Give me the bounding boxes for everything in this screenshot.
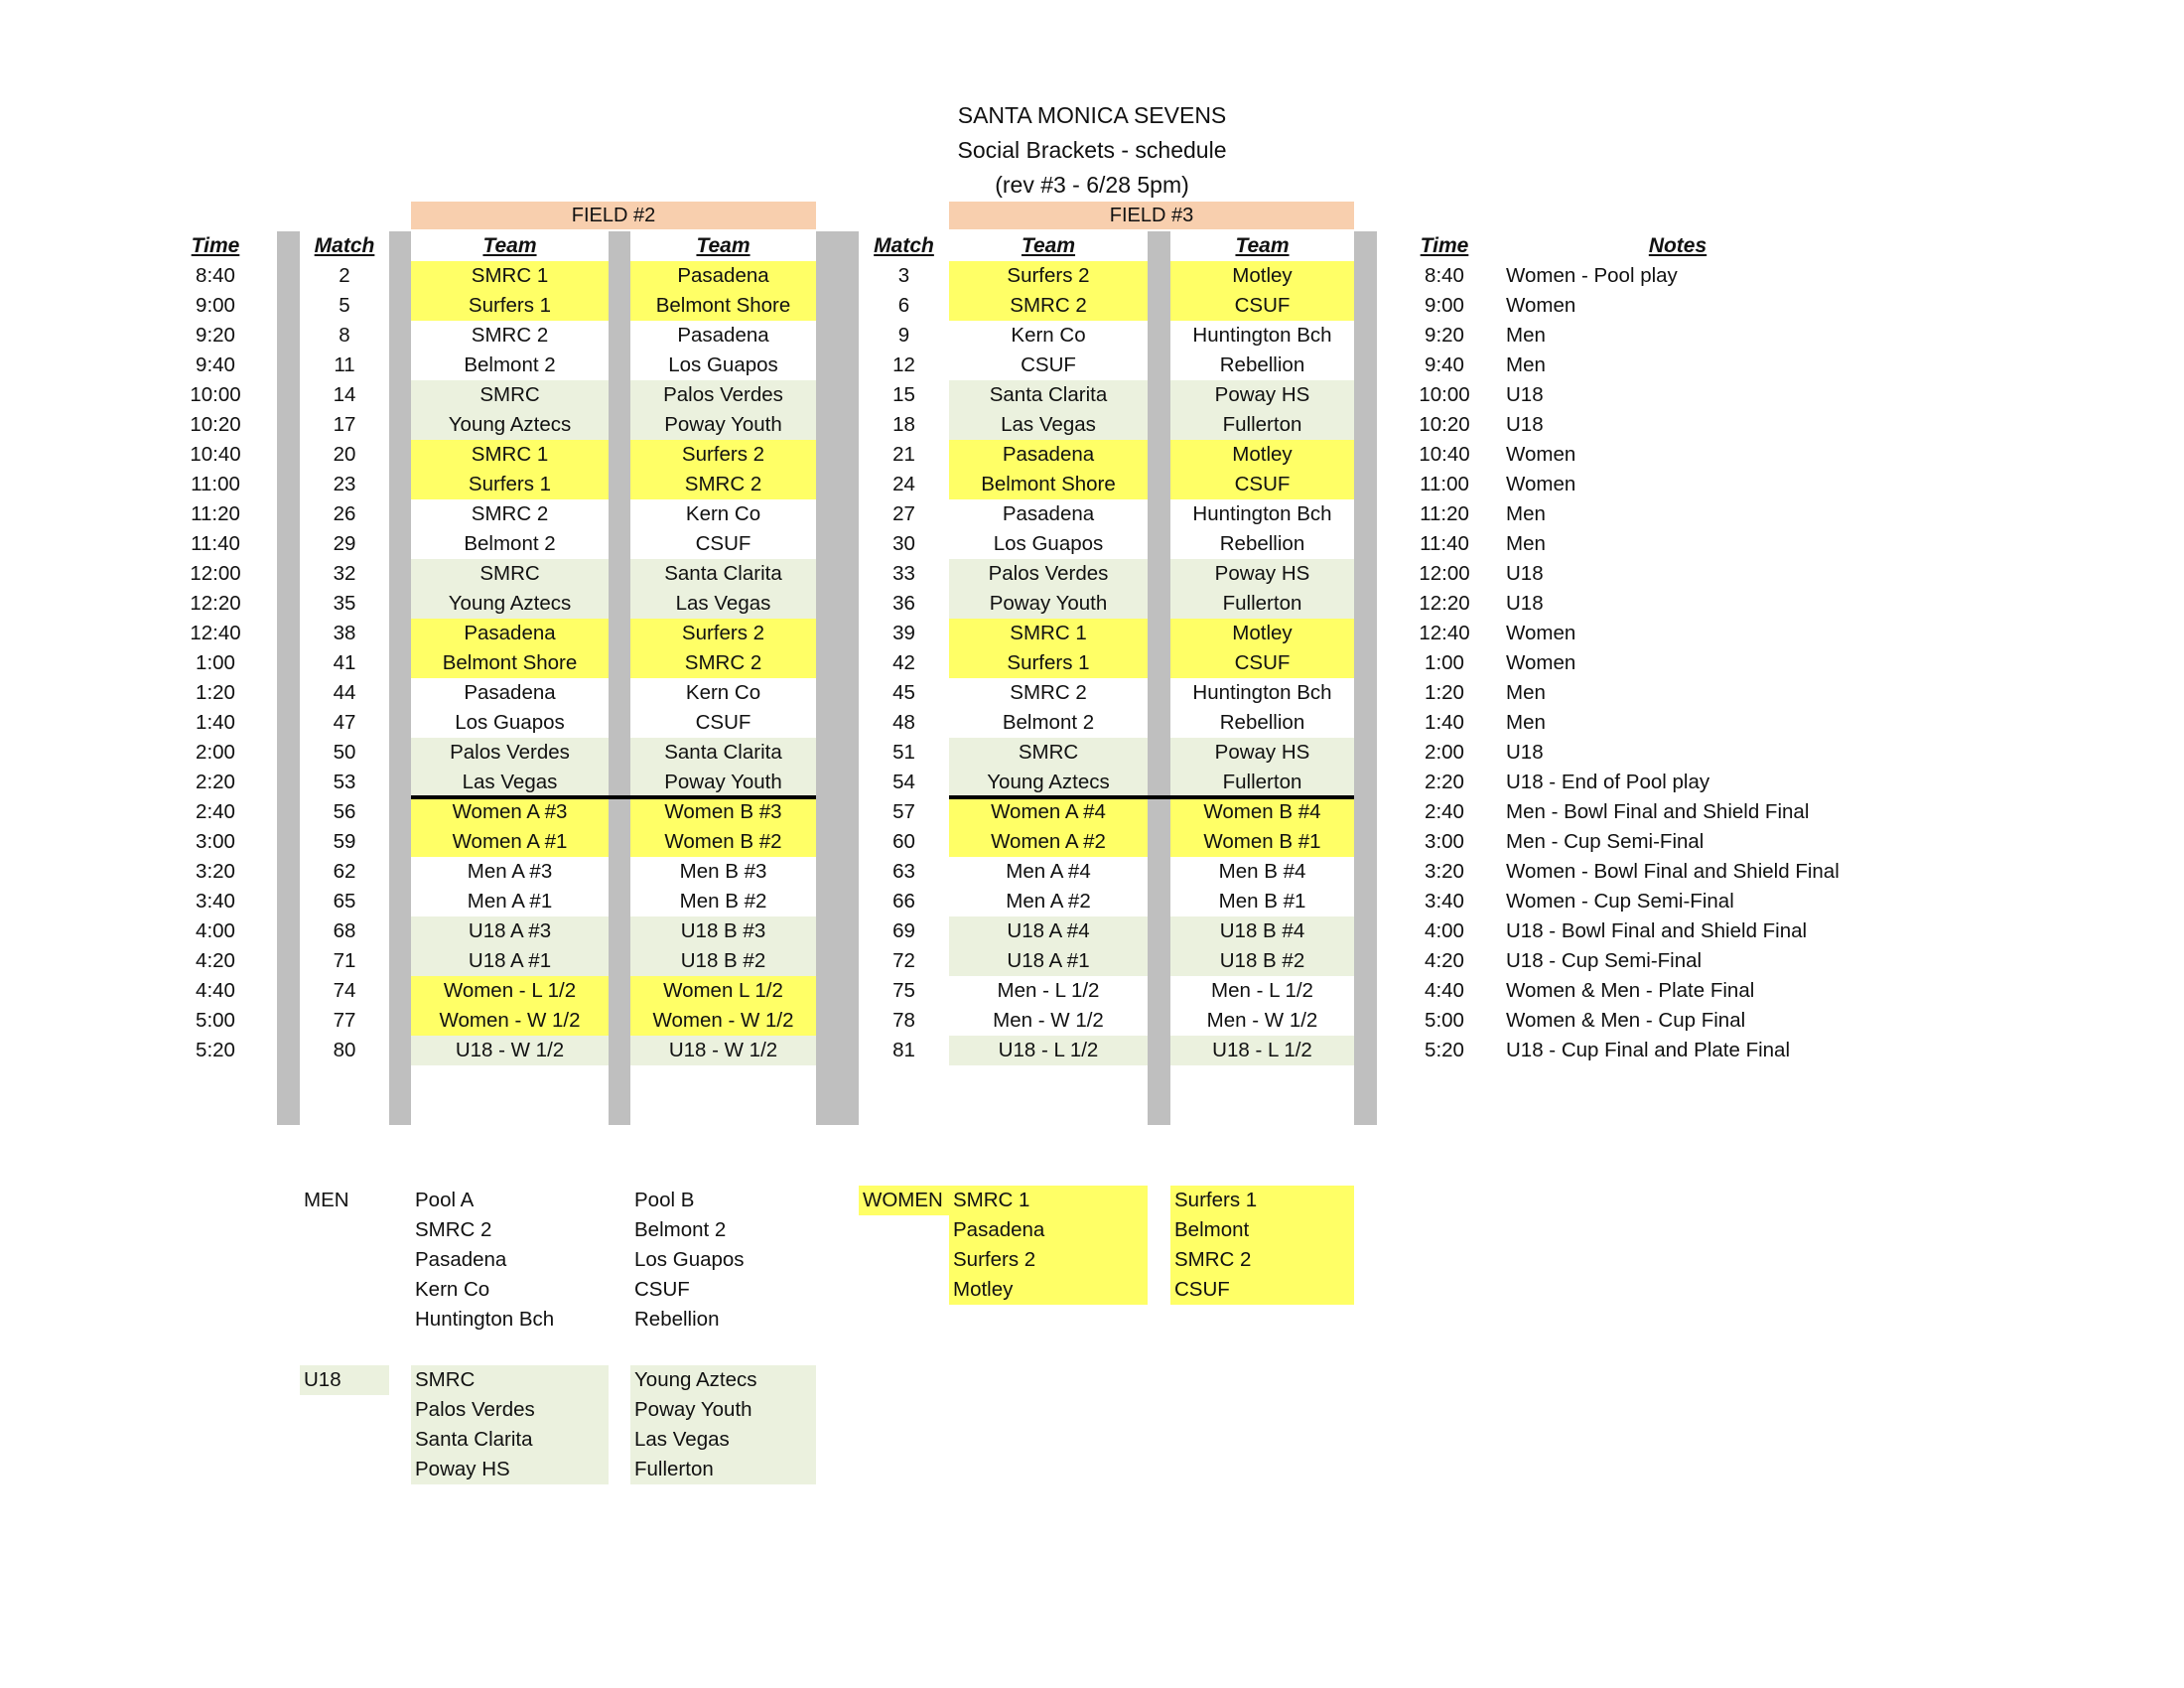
match-number-field2: 71 [333, 949, 356, 972]
team-field2-a: Surfers 1 [411, 470, 609, 499]
team-field2-a: Belmont 2 [464, 353, 556, 376]
team-field2-b: SMRC 2 [630, 470, 816, 499]
team-field2-a: Belmont Shore [411, 648, 609, 678]
team-field2-b: U18 B #3 [630, 916, 816, 946]
team-field3-b: U18 B #2 [1170, 946, 1354, 976]
time-cell: 2:20 [196, 771, 235, 793]
match-number-field3: 33 [892, 562, 915, 585]
match-number-field2: 11 [334, 353, 355, 376]
time-cell: 10:40 [190, 443, 241, 466]
team-field3-b: Men - L 1/2 [1211, 979, 1313, 1002]
time-cell-right: 11:40 [1420, 532, 1469, 555]
men-pool-b-team: Belmont 2 [634, 1218, 727, 1241]
team-field2-b: Kern Co [685, 681, 761, 704]
header-team-field3-b: Team [1235, 234, 1290, 257]
time-cell: 5:00 [196, 1009, 235, 1032]
team-field2-b: Surfers 2 [630, 440, 816, 470]
time-cell: 11:20 [191, 502, 240, 525]
header-notes: Notes [1648, 234, 1707, 257]
team-field3-a: SMRC 2 [1010, 681, 1087, 704]
team-field3-a: SMRC 1 [949, 619, 1148, 648]
time-cell: 9:40 [196, 353, 235, 376]
header-team-field3-a: Team [1021, 234, 1076, 257]
match-number-field3: 18 [892, 413, 915, 436]
team-field2-a: Pasadena [464, 681, 556, 704]
team-field3-b: Poway HS [1170, 380, 1354, 410]
match-number-field3: 66 [892, 890, 915, 913]
time-cell-right: 10:00 [1419, 383, 1470, 406]
team-field2-a: SMRC 2 [471, 502, 549, 525]
time-cell: 3:00 [196, 830, 235, 853]
u18-pool-a-team: Poway HS [411, 1455, 609, 1484]
time-cell-right: 12:40 [1419, 622, 1470, 644]
match-number-field3: 51 [892, 741, 915, 764]
team-field2-a: SMRC 2 [471, 324, 549, 347]
match-number-field2: 38 [333, 622, 356, 644]
time-cell-right: 8:40 [1425, 264, 1464, 287]
note-cell: Men [1506, 502, 1546, 525]
team-field2-a: Surfers 1 [411, 291, 609, 321]
match-number-field3: 78 [892, 1009, 915, 1032]
note-cell: Women - Cup Semi-Final [1506, 890, 1734, 913]
team-field3-b: Rebellion [1219, 711, 1305, 734]
team-field3-a: Women A #4 [949, 797, 1148, 827]
team-field2-b: Poway Youth [630, 410, 816, 440]
team-field2-b: CSUF [695, 711, 751, 734]
team-field2-b: Los Guapos [668, 353, 778, 376]
team-field2-a: Las Vegas [411, 768, 609, 797]
women-pool-a-team: Pasadena [949, 1215, 1148, 1245]
match-number-field3: 63 [892, 860, 915, 883]
header-team-field2-b: Team [696, 234, 751, 257]
match-number-field3: 15 [892, 383, 915, 406]
women-pool-a-team: Surfers 2 [949, 1245, 1148, 1275]
time-cell-right: 4:00 [1425, 919, 1464, 942]
time-cell-right: 10:20 [1419, 413, 1470, 436]
gray-separator [816, 231, 859, 1125]
time-cell-right: 12:20 [1419, 592, 1470, 615]
team-field3-a: SMRC 2 [949, 291, 1148, 321]
team-field3-b: Rebellion [1219, 353, 1305, 376]
header-team-field2-a: Team [482, 234, 537, 257]
time-cell-right: 10:40 [1419, 443, 1470, 466]
women-pool-b-team: SMRC 2 [1170, 1245, 1354, 1275]
match-number-field2: 23 [333, 473, 356, 495]
match-number-field3: 60 [892, 830, 915, 853]
match-number-field2: 44 [333, 681, 356, 704]
team-field3-b: Fullerton [1170, 410, 1354, 440]
men-pool-label: MEN [304, 1189, 349, 1211]
time-cell: 3:40 [196, 890, 235, 913]
team-field3-b: Fullerton [1170, 589, 1354, 619]
time-cell: 2:40 [196, 800, 235, 823]
time-cell-right: 3:20 [1425, 860, 1464, 883]
team-field3-a: Pasadena [1002, 502, 1095, 525]
team-field3-a: Women A #2 [949, 827, 1148, 857]
team-field3-a: Los Guapos [993, 532, 1104, 555]
u18-pool-label: U18 [300, 1365, 389, 1395]
team-field2-a: Women - L 1/2 [411, 976, 609, 1006]
time-cell-right: 4:40 [1425, 979, 1464, 1002]
time-cell: 12:00 [190, 562, 241, 585]
time-cell-right: 1:00 [1425, 651, 1464, 674]
match-number-field2: 68 [333, 919, 356, 942]
team-field3-b: Huntington Bch [1192, 502, 1332, 525]
women-pool-b-team: Belmont [1170, 1215, 1354, 1245]
time-cell-right: 3:00 [1425, 830, 1464, 853]
team-field3-b: CSUF [1170, 648, 1354, 678]
time-cell: 5:20 [196, 1039, 235, 1061]
team-field2-a: Belmont 2 [464, 532, 556, 555]
team-field3-b: Motley [1170, 619, 1354, 648]
u18-pool-b-team: Las Vegas [630, 1425, 816, 1455]
team-field2-a: SMRC [411, 559, 609, 589]
match-number-field3: 48 [892, 711, 915, 734]
time-cell-right: 9:40 [1425, 353, 1464, 376]
team-field2-a: Women A #1 [411, 827, 609, 857]
match-number-field2: 26 [333, 502, 356, 525]
team-field2-b: Women B #3 [630, 797, 816, 827]
note-cell: U18 - Cup Semi-Final [1506, 949, 1703, 972]
team-field3-a: SMRC [949, 738, 1148, 768]
match-number-field3: 6 [897, 294, 910, 317]
time-cell: 4:20 [196, 949, 235, 972]
time-cell: 4:00 [196, 919, 235, 942]
header-time-left: Time [191, 234, 240, 257]
revision-note: (rev #3 - 6/28 5pm) [995, 172, 1189, 198]
team-field3-b: U18 - L 1/2 [1170, 1036, 1354, 1065]
time-cell: 1:40 [196, 711, 235, 734]
note-cell: Women - Bowl Final and Shield Final [1506, 860, 1840, 883]
match-number-field2: 47 [333, 711, 356, 734]
team-field3-a: U18 A #4 [949, 916, 1148, 946]
team-field2-b: Santa Clarita [630, 738, 816, 768]
team-field3-a: Men - L 1/2 [997, 979, 1100, 1002]
time-cell-right: 11:20 [1420, 502, 1469, 525]
note-cell: Women [1506, 651, 1576, 674]
team-field3-b: Rebellion [1219, 532, 1305, 555]
team-field3-b: Huntington Bch [1192, 324, 1332, 347]
header-time-right: Time [1420, 234, 1469, 257]
note-cell: U18 [1506, 413, 1544, 436]
note-cell: U18 - Bowl Final and Shield Final [1506, 919, 1808, 942]
time-cell-right: 1:20 [1425, 681, 1464, 704]
note-cell: U18 [1506, 383, 1544, 406]
note-cell: Women [1506, 473, 1576, 495]
men-pool-b-team: CSUF [634, 1278, 690, 1301]
match-number-field3: 9 [897, 324, 910, 347]
team-field2-a: U18 - W 1/2 [411, 1036, 609, 1065]
team-field2-a: SMRC [411, 380, 609, 410]
gray-separator [389, 231, 411, 1125]
team-field3-a: Poway Youth [949, 589, 1148, 619]
match-number-field3: 69 [892, 919, 915, 942]
team-field2-a: Young Aztecs [411, 589, 609, 619]
note-cell: Men [1506, 681, 1546, 704]
men-pool-a-team: Kern Co [415, 1278, 490, 1301]
match-number-field3: 39 [892, 622, 915, 644]
men-pool-b-title: Pool B [634, 1189, 695, 1211]
team-field2-b: Men B #3 [679, 860, 767, 883]
match-number-field2: 77 [333, 1009, 356, 1032]
time-cell-right: 12:00 [1419, 562, 1470, 585]
note-cell: Men - Bowl Final and Shield Final [1506, 800, 1810, 823]
men-pool-b-team: Rebellion [634, 1308, 720, 1331]
team-field2-a: SMRC 1 [411, 261, 609, 291]
field-3-header: FIELD #3 [949, 202, 1354, 229]
document-title: SANTA MONICA SEVENS [957, 102, 1227, 128]
team-field2-a: SMRC 1 [411, 440, 609, 470]
team-field2-a: Palos Verdes [411, 738, 609, 768]
time-cell: 8:40 [196, 264, 235, 287]
team-field2-b: Women - W 1/2 [630, 1006, 816, 1036]
time-cell: 12:40 [190, 622, 241, 644]
time-cell: 12:20 [190, 592, 241, 615]
team-field2-a: Young Aztecs [411, 410, 609, 440]
team-field3-a: CSUF [1021, 353, 1076, 376]
match-number-field3: 75 [892, 979, 915, 1002]
team-field2-b: Men B #2 [679, 890, 767, 913]
note-cell: U18 - End of Pool play [1506, 771, 1710, 793]
team-field2-a: Men A #1 [467, 890, 553, 913]
men-pool-a-team: SMRC 2 [415, 1218, 492, 1241]
match-number-field2: 53 [333, 771, 356, 793]
match-number-field2: 17 [333, 413, 356, 436]
team-field3-a: Men A #2 [1006, 890, 1091, 913]
men-pool-a-team: Pasadena [415, 1248, 507, 1271]
match-number-field2: 5 [339, 294, 350, 317]
team-field2-b: U18 - W 1/2 [630, 1036, 816, 1065]
time-cell: 4:40 [196, 979, 235, 1002]
men-pool-b-team: Los Guapos [634, 1248, 745, 1271]
note-cell: U18 [1506, 562, 1544, 585]
team-field3-b: Motley [1170, 261, 1354, 291]
team-field2-b: Surfers 2 [630, 619, 816, 648]
note-cell: U18 - Cup Final and Plate Final [1506, 1039, 1791, 1061]
women-pool-label: WOMEN [859, 1186, 949, 1215]
time-cell: 11:00 [191, 473, 240, 495]
men-pool-a-title: Pool A [415, 1189, 475, 1211]
team-field3-a: U18 A #1 [949, 946, 1148, 976]
note-cell: Women - Pool play [1506, 264, 1678, 287]
note-cell: Men [1506, 532, 1546, 555]
team-field2-b: SMRC 2 [630, 648, 816, 678]
team-field3-a: Surfers 2 [949, 261, 1148, 291]
team-field3-b: Poway HS [1170, 559, 1354, 589]
match-number-field3: 27 [892, 502, 915, 525]
team-field3-b: Motley [1170, 440, 1354, 470]
team-field2-b: U18 B #2 [630, 946, 816, 976]
match-number-field3: 12 [892, 353, 915, 376]
team-field3-a: Belmont 2 [1002, 711, 1095, 734]
team-field3-a: Men A #4 [1006, 860, 1091, 883]
team-field3-b: Poway HS [1170, 738, 1354, 768]
team-field3-b: Fullerton [1170, 768, 1354, 797]
team-field3-a: Young Aztecs [949, 768, 1148, 797]
header-match-field2: Match [314, 234, 375, 257]
team-field2-a: U18 A #3 [411, 916, 609, 946]
team-field3-b: U18 B #4 [1170, 916, 1354, 946]
note-cell: U18 [1506, 741, 1544, 764]
u18-pool-a-team: Santa Clarita [411, 1425, 609, 1455]
women-pool-a-team: Motley [949, 1275, 1148, 1305]
team-field2-a: Women A #3 [411, 797, 609, 827]
team-field2-b: Kern Co [685, 502, 761, 525]
time-cell: 10:00 [190, 383, 241, 406]
team-field3-b: CSUF [1170, 470, 1354, 499]
note-cell: Women & Men - Plate Final [1506, 979, 1755, 1002]
team-field3-a: Palos Verdes [949, 559, 1148, 589]
time-cell-right: 1:40 [1425, 711, 1464, 734]
time-cell-right: 11:00 [1420, 473, 1469, 495]
team-field2-a: Men A #3 [467, 860, 553, 883]
team-field2-b: Women B #2 [630, 827, 816, 857]
match-number-field2: 74 [333, 979, 356, 1002]
match-number-field2: 35 [333, 592, 356, 615]
match-number-field3: 72 [892, 949, 915, 972]
match-number-field2: 14 [333, 383, 356, 406]
time-cell-right: 2:20 [1425, 771, 1464, 793]
match-number-field2: 80 [333, 1039, 356, 1061]
match-number-field2: 59 [333, 830, 356, 853]
match-number-field2: 29 [333, 532, 356, 555]
pool-play-end-divider [411, 795, 816, 799]
match-number-field3: 3 [897, 264, 910, 287]
team-field2-a: Los Guapos [455, 711, 565, 734]
team-field3-b: Men - W 1/2 [1206, 1009, 1318, 1032]
team-field2-a: Women - W 1/2 [411, 1006, 609, 1036]
team-field3-b: Women B #4 [1170, 797, 1354, 827]
match-number-field2: 50 [333, 741, 356, 764]
time-cell: 10:20 [190, 413, 241, 436]
u18-pool-b-team: Poway Youth [630, 1395, 816, 1425]
time-cell: 3:20 [196, 860, 235, 883]
gray-separator [277, 231, 300, 1125]
team-field3-a: Men - W 1/2 [993, 1009, 1104, 1032]
team-field3-a: Santa Clarita [949, 380, 1148, 410]
time-cell-right: 9:20 [1425, 324, 1464, 347]
team-field3-a: Kern Co [1011, 324, 1086, 347]
team-field3-a: Surfers 1 [949, 648, 1148, 678]
match-number-field3: 81 [892, 1039, 915, 1061]
team-field2-b: CSUF [695, 532, 751, 555]
team-field2-b: Las Vegas [630, 589, 816, 619]
u18-pool-b-team: Fullerton [630, 1455, 816, 1484]
match-number-field2: 41 [333, 651, 356, 674]
note-cell: Men - Cup Semi-Final [1506, 830, 1705, 853]
match-number-field2: 65 [333, 890, 356, 913]
team-field3-a: Belmont Shore [949, 470, 1148, 499]
pool-play-end-divider [949, 795, 1354, 799]
time-cell: 11:40 [191, 532, 240, 555]
match-number-field3: 54 [892, 771, 915, 793]
note-cell: Men [1506, 711, 1546, 734]
match-number-field3: 57 [892, 800, 915, 823]
team-field2-b: Women L 1/2 [630, 976, 816, 1006]
match-number-field3: 30 [892, 532, 915, 555]
note-cell: Women [1506, 443, 1576, 466]
time-cell-right: 4:20 [1425, 949, 1464, 972]
time-cell: 1:20 [196, 681, 235, 704]
team-field2-b: Palos Verdes [630, 380, 816, 410]
match-number-field2: 62 [333, 860, 356, 883]
team-field3-a: Las Vegas [949, 410, 1148, 440]
time-cell: 9:20 [196, 324, 235, 347]
team-field3-b: Women B #1 [1170, 827, 1354, 857]
match-number-field3: 36 [892, 592, 915, 615]
women-pool-a-team: SMRC 1 [949, 1186, 1148, 1215]
note-cell: U18 [1506, 592, 1544, 615]
team-field3-b: Huntington Bch [1192, 681, 1332, 704]
match-number-field3: 45 [892, 681, 915, 704]
field-2-header: FIELD #2 [411, 202, 816, 229]
time-cell-right: 3:40 [1425, 890, 1464, 913]
team-field2-b: Pasadena [630, 261, 816, 291]
team-field2-b: Belmont Shore [630, 291, 816, 321]
women-pool-b-team: CSUF [1170, 1275, 1354, 1305]
team-field2-b: Santa Clarita [630, 559, 816, 589]
match-number-field2: 2 [339, 264, 350, 287]
gray-separator [1354, 231, 1377, 1125]
team-field2-a: Pasadena [411, 619, 609, 648]
team-field3-a: U18 - L 1/2 [949, 1036, 1148, 1065]
team-field3-b: Men B #4 [1218, 860, 1306, 883]
time-cell: 9:00 [196, 294, 235, 317]
time-cell-right: 5:00 [1425, 1009, 1464, 1032]
document-subtitle: Social Brackets - schedule [957, 137, 1227, 163]
team-field2-b: Poway Youth [630, 768, 816, 797]
gray-separator [1148, 231, 1170, 1125]
match-number-field3: 21 [892, 443, 915, 466]
time-cell-right: 2:00 [1425, 741, 1464, 764]
match-number-field2: 56 [333, 800, 356, 823]
match-number-field2: 8 [339, 324, 350, 347]
match-number-field3: 24 [892, 473, 915, 495]
u18-pool-b-team: Young Aztecs [630, 1365, 816, 1395]
gray-separator [609, 231, 630, 1125]
u18-pool-a-team: Palos Verdes [411, 1395, 609, 1425]
note-cell: Men [1506, 324, 1546, 347]
team-field3-b: CSUF [1170, 291, 1354, 321]
match-number-field2: 20 [333, 443, 356, 466]
time-cell-right: 9:00 [1425, 294, 1464, 317]
team-field3-b: Men B #1 [1218, 890, 1306, 913]
match-number-field3: 42 [892, 651, 915, 674]
team-field3-a: Pasadena [949, 440, 1148, 470]
men-pool-a-team: Huntington Bch [415, 1308, 555, 1331]
time-cell: 2:00 [196, 741, 235, 764]
header-match-field3: Match [874, 234, 934, 257]
team-field2-a: U18 A #1 [411, 946, 609, 976]
time-cell-right: 5:20 [1425, 1039, 1464, 1061]
match-number-field2: 32 [333, 562, 356, 585]
note-cell: Women & Men - Cup Final [1506, 1009, 1746, 1032]
time-cell-right: 2:40 [1425, 800, 1464, 823]
women-pool-b-team: Surfers 1 [1170, 1186, 1354, 1215]
note-cell: Men [1506, 353, 1546, 376]
note-cell: Women [1506, 294, 1576, 317]
time-cell: 1:00 [196, 651, 235, 674]
u18-pool-a-team: SMRC [411, 1365, 609, 1395]
team-field2-b: Pasadena [677, 324, 769, 347]
note-cell: Women [1506, 622, 1576, 644]
